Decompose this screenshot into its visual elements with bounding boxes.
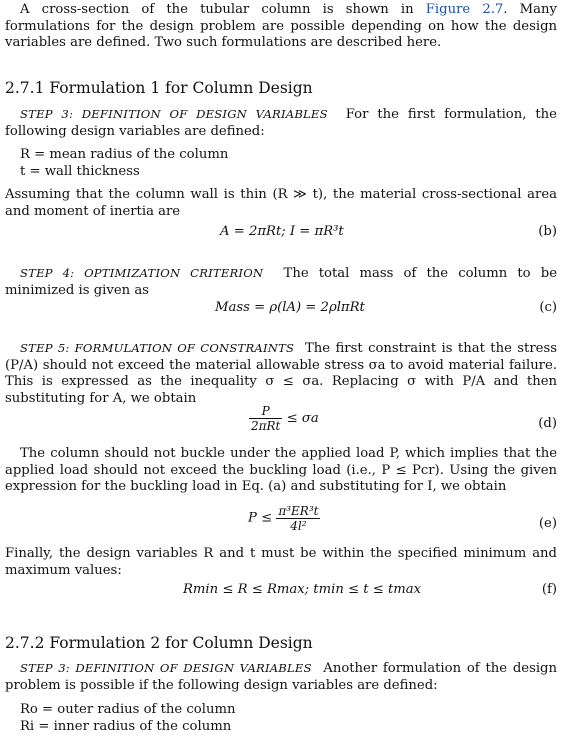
- step3-label: STEP 3: DEFINITION OF DESIGN VARIABLES: [20, 107, 328, 121]
- equation-b-number: (b): [538, 224, 557, 239]
- step3b-paragraph: [5, 660, 557, 694]
- equation-e-denominator: 4l²: [290, 519, 307, 533]
- equation-d-number: (d): [538, 416, 557, 431]
- step3-text: For the first formulation, the following design variables are defined:: [5, 107, 557, 139]
- intro-paragraph: [5, 2, 557, 52]
- variable-Ri: Ri = inner radius of the column: [20, 718, 232, 734]
- equation-d-rhs: ≤ σa: [286, 411, 319, 426]
- step4-label: STEP 4: OPTIMIZATION CRITERION: [20, 266, 264, 280]
- equation-b: [5, 224, 557, 242]
- equation-e-fraction: [276, 504, 320, 533]
- equation-e-numerator: π³ER³t: [278, 504, 319, 518]
- equation-d-denominator: 2πRt: [251, 419, 281, 433]
- assumption-paragraph: [5, 187, 557, 220]
- step3b-label: STEP 3: DEFINITION OF DESIGN VARIABLES: [20, 661, 312, 675]
- equation-c-number: (c): [539, 300, 557, 315]
- equation-f: [5, 582, 557, 600]
- step4-paragraph: [5, 265, 557, 299]
- step5-label: STEP 5: FORMULATION OF CONSTRAINTS: [20, 341, 295, 355]
- equation-d-fraction: [249, 404, 282, 433]
- equation-e-lhs: P ≤: [248, 510, 273, 526]
- final-paragraph: [5, 546, 557, 579]
- variable-list-2: [5, 702, 563, 735]
- variable-list-1: [5, 147, 563, 180]
- step4-text: The total mass of the column to be minimized is given as: [5, 266, 557, 298]
- figure-link[interactable]: Figure 2.7: [425, 2, 504, 17]
- assumption-text: Assuming that the column wall is thin (R ≫ t), the material cross-sectional area and moment of inertia are: [5, 187, 557, 219]
- buckling-paragraph: [5, 446, 557, 496]
- step5-text: The first constraint is that the stress (P/A) should not exceed the material allowable stress σa to avoid material failure. This is expressed as the inequality σ ≤ σa. Replacing σ with P/A and then substituting for A, we obtain: [5, 341, 557, 406]
- equation-e-number: (e): [538, 516, 557, 531]
- variable-R: R = mean radius of the column: [20, 147, 229, 162]
- equation-d-numerator: P: [249, 404, 282, 419]
- section-heading-2: 2.7.2 Formulation 2 for Column Design: [5, 634, 313, 652]
- equation-c-body: Mass = ρ(lA) = 2ρlπRt: [215, 300, 365, 315]
- final-text: Finally, the design variables R and t must be within the specified minimum and maximum values:: [5, 546, 557, 578]
- equation-b-body: A = 2πRt; I = πR³t: [220, 224, 344, 239]
- equation-c: [5, 300, 557, 318]
- equation-d: [5, 404, 557, 438]
- intro-text-post: . Many formulations for the design problem are possible depending on how the design variables are defined. Two such formulations are described here.: [5, 2, 557, 50]
- equation-e: [5, 504, 557, 540]
- intro-text-pre: A cross-section of the tubular column is shown in: [20, 2, 426, 17]
- step3-paragraph: [5, 106, 557, 140]
- variable-Ro: Ro = outer radius of the column: [20, 702, 236, 717]
- section-heading-1: 2.7.1 Formulation 1 for Column Design: [5, 79, 313, 97]
- step5-paragraph: [5, 340, 557, 407]
- buckling-text: The column should not buckle under the applied load P, which implies that the applied load should not exceed the buckling load (i.e., P ≤ Pcr). Using the given expression for the buckling load in Eq. (a) and substituting for I, we obtain: [5, 446, 557, 494]
- equation-f-body: Rmin ≤ R ≤ Rmax; tmin ≤ t ≤ tmax: [183, 582, 422, 597]
- equation-f-number: (f): [541, 582, 557, 597]
- step3b-text: Another formulation of the design problem is possible if the following design variables are defined:: [5, 661, 557, 693]
- variable-t: t = wall thickness: [20, 163, 140, 179]
